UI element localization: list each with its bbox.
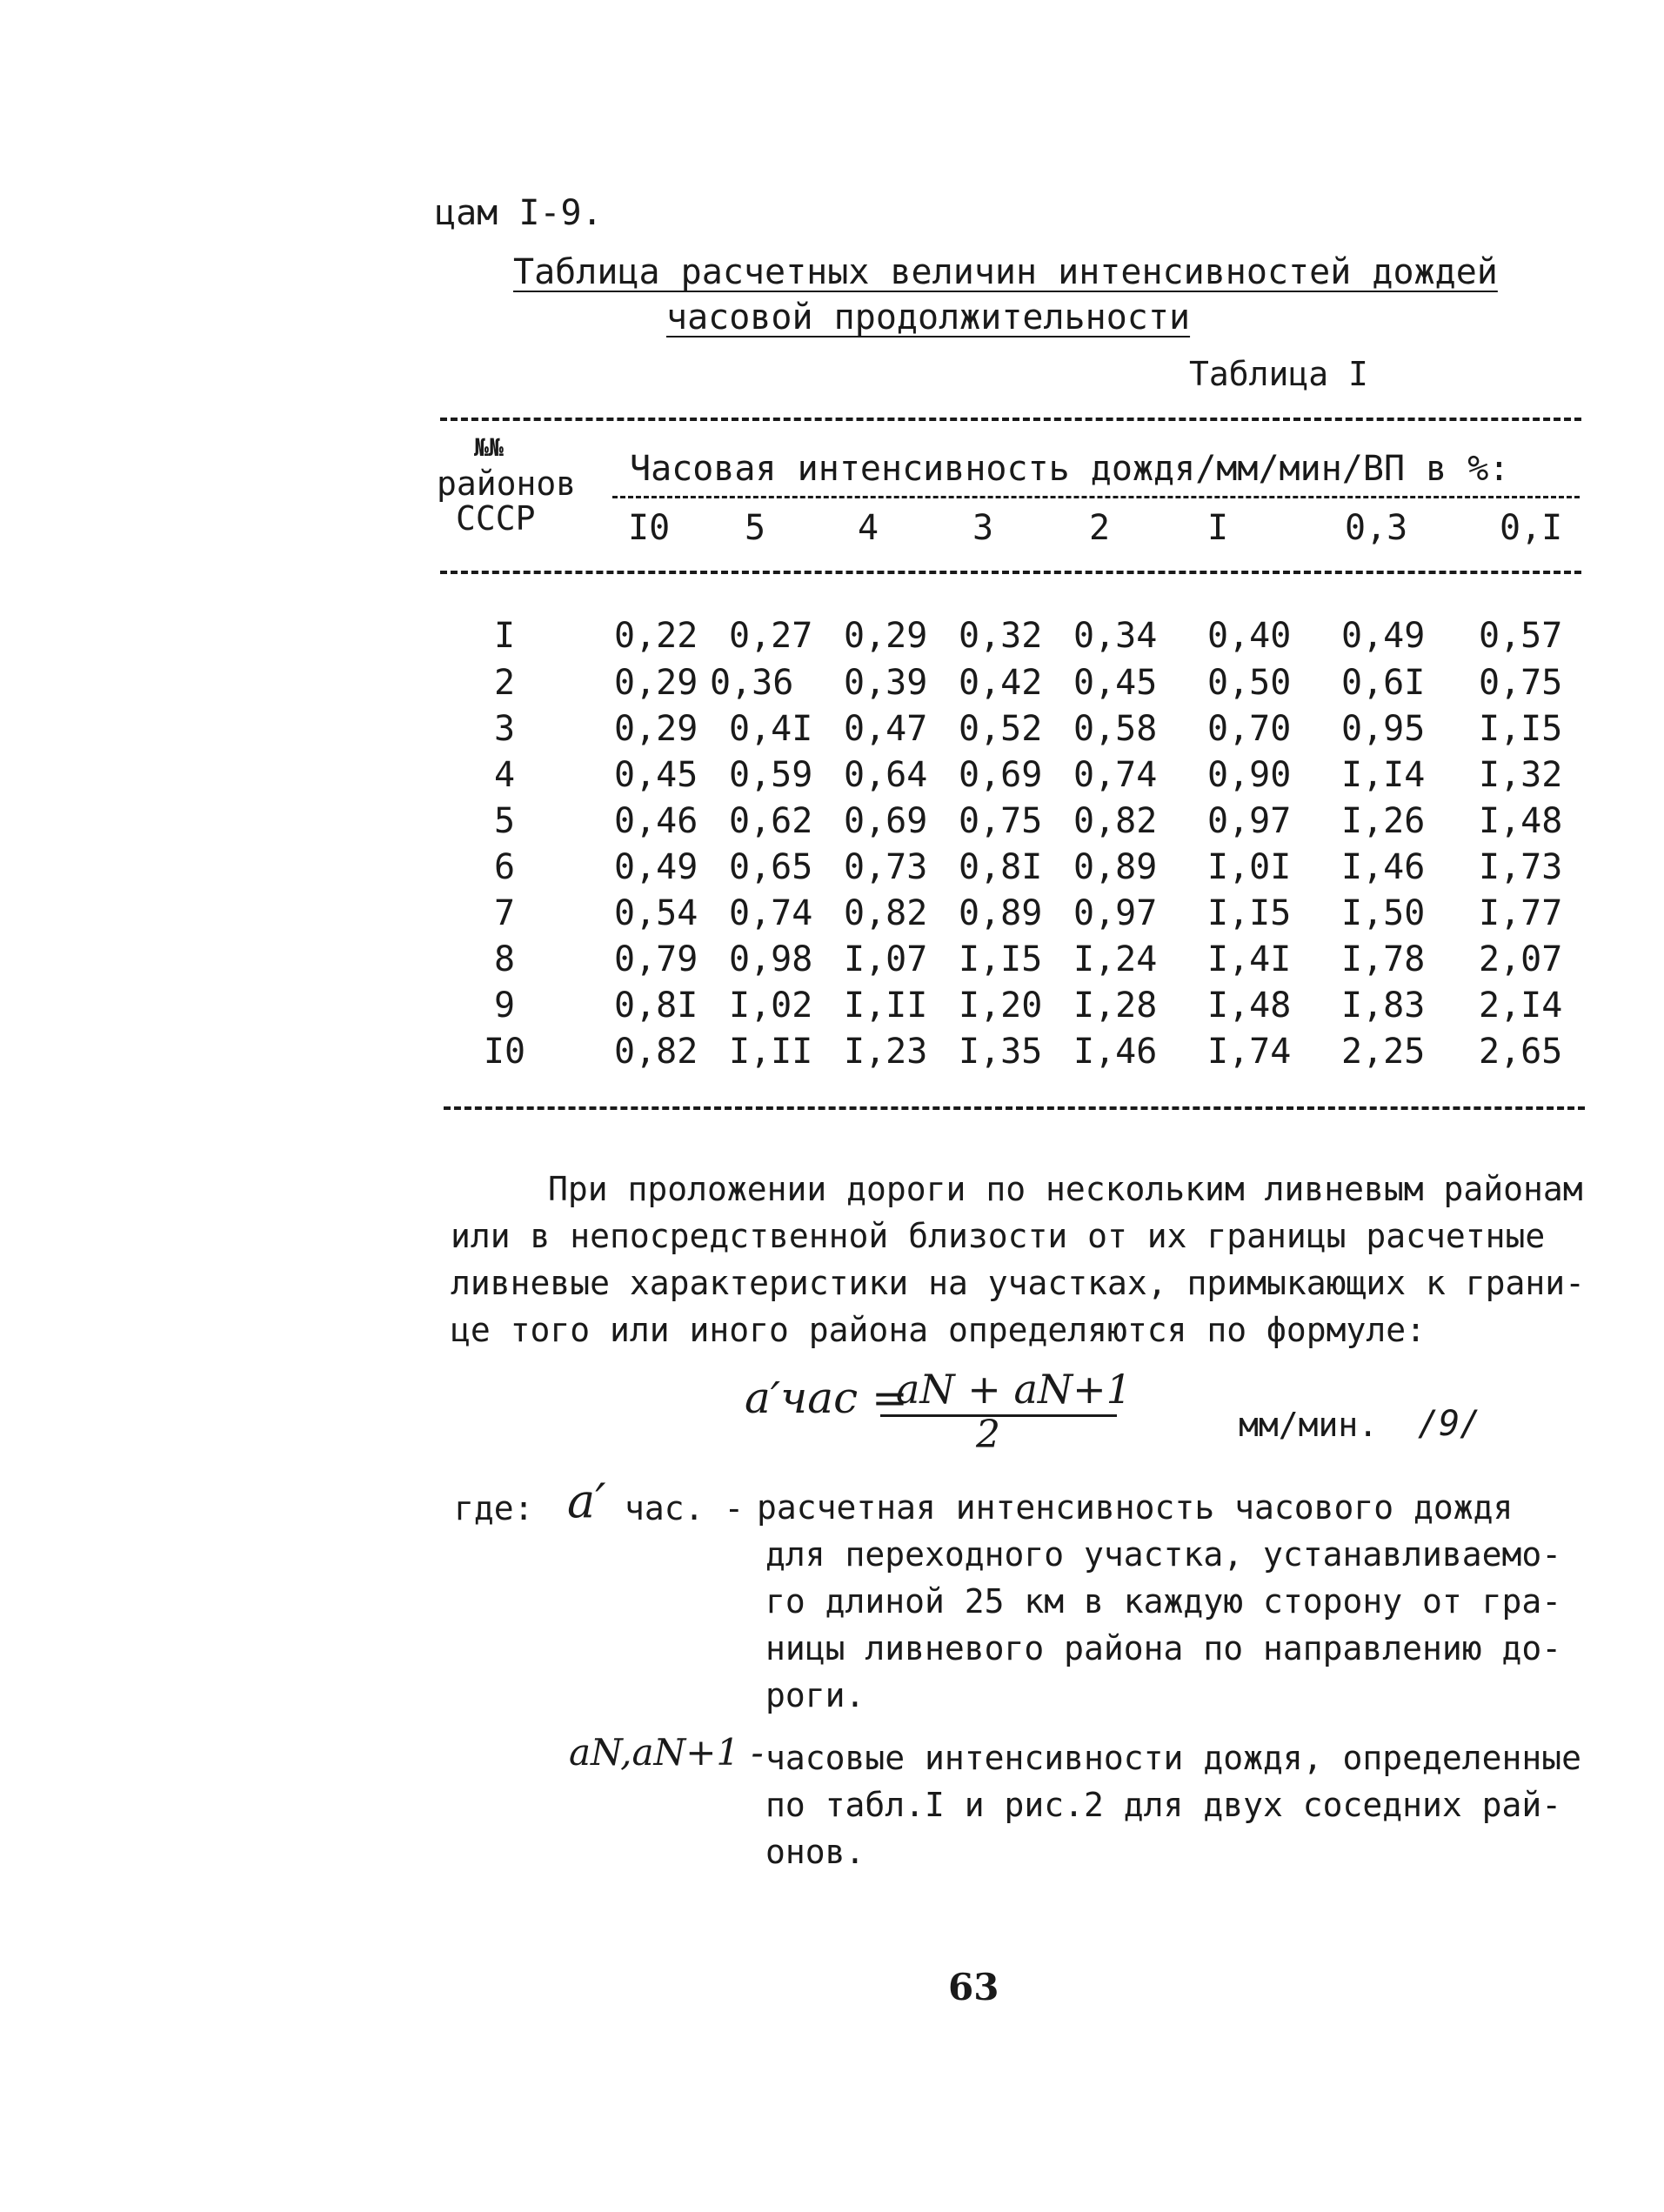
table-cell: I,II	[729, 1032, 813, 1072]
table-cell: 0,8I	[614, 986, 698, 1026]
table-header-rule	[440, 571, 1581, 574]
table-cell: I,I4	[1341, 755, 1426, 795]
legend-line: для переходного участка, устанавливаемо-	[765, 1535, 1562, 1574]
table-cell: 0,52	[959, 709, 1043, 749]
table-cell: I,28	[1073, 986, 1158, 1026]
col0-header-regions: районов	[437, 464, 577, 503]
table-cell: 0,58	[1073, 709, 1158, 749]
table-bottom-rule	[444, 1106, 1585, 1110]
table-cell: I,78	[1341, 939, 1426, 979]
row-region: I0	[483, 1032, 526, 1072]
table-cell: 0,75	[959, 801, 1043, 841]
table-cell: 0,69	[844, 801, 928, 841]
table-cell: 0,40	[1207, 616, 1292, 656]
legend-line: по табл.I и рис.2 для двух соседних рай-	[765, 1786, 1562, 1824]
table-cell: 0,45	[614, 755, 698, 795]
table-cell: 0,29	[844, 616, 928, 656]
row-region: 4	[493, 755, 516, 795]
table-cell: 0,97	[1207, 801, 1292, 841]
col-header-10: I0	[628, 508, 671, 548]
col-header-0-1: 0,I	[1500, 508, 1563, 548]
legend-line: часовые интенсивности дождя, определенные	[765, 1739, 1581, 1777]
row-region: 5	[493, 801, 516, 841]
paragraph-line: це того или иного района определяются по формуле:	[451, 1311, 1427, 1349]
table-cell: I,50	[1341, 893, 1426, 933]
table-title-line2: часовой продолжительности	[666, 297, 1191, 337]
table-cell: I,46	[1341, 847, 1426, 887]
legend-line: расчетная интенсивность часового дождя	[757, 1488, 1514, 1527]
formula-units: мм/мин.	[1239, 1406, 1379, 1444]
table-cell: I,83	[1341, 986, 1426, 1026]
row-region: 8	[493, 939, 516, 979]
table-cell: 0,6I	[1341, 663, 1426, 703]
col-header-1: I	[1207, 508, 1229, 548]
table-cell: 0,75	[1479, 663, 1563, 703]
legend-line: роги.	[765, 1676, 865, 1714]
table-cell: 0,90	[1207, 755, 1292, 795]
col0-header-numbers: №№	[474, 433, 504, 462]
table-cell: 2,65	[1479, 1032, 1563, 1072]
table-cell: 0,46	[614, 801, 698, 841]
table-cell: 0,82	[614, 1032, 698, 1072]
table-cell: 0,59	[729, 755, 813, 795]
row-region: 7	[493, 893, 516, 933]
row-region: 6	[493, 847, 516, 887]
table-cell: 0,65	[729, 847, 813, 887]
table-cell: I,02	[729, 986, 813, 1026]
table-top-rule	[440, 418, 1581, 421]
paragraph-line: ливневые характеристики на участках, примыкающих к грани-	[451, 1264, 1586, 1302]
table-cell: 0,50	[1207, 663, 1292, 703]
table-cell: 0,4I	[729, 709, 813, 749]
table-cell: I,4I	[1207, 939, 1292, 979]
col0-header-ussr: СССР	[456, 499, 536, 538]
table-cell: 0,89	[959, 893, 1043, 933]
table-cell: 0,47	[844, 709, 928, 749]
formula-denominator: 2	[976, 1413, 1000, 1457]
table-cell: I,I5	[1207, 893, 1292, 933]
table-cell: I,0I	[1207, 847, 1292, 887]
table-cell: 0,64	[844, 755, 928, 795]
table-cell: 0,27	[729, 616, 813, 656]
legend-where: где:	[454, 1489, 534, 1527]
table-cell: I,74	[1207, 1032, 1292, 1072]
row-region: 9	[493, 986, 516, 1026]
table-cell: 0,97	[1073, 893, 1158, 933]
table-label: Таблица I	[1189, 355, 1368, 393]
formula-lhs: a′час =	[745, 1373, 908, 1423]
table-cell: 0,49	[614, 847, 698, 887]
table-cell: 0,82	[844, 893, 928, 933]
table-cell: I,I5	[959, 939, 1043, 979]
table-cell: I,I5	[1479, 709, 1563, 749]
table-cell: 0,74	[1073, 755, 1158, 795]
table-cell: I,24	[1073, 939, 1158, 979]
continuation-label: цам I-9.	[435, 193, 603, 233]
table-cell: 0,95	[1341, 709, 1426, 749]
table-cell: I,46	[1073, 1032, 1158, 1072]
legend-line: го длиной 25 км в каждую сторону от гра-	[765, 1582, 1562, 1621]
table-cell: 2,I4	[1479, 986, 1563, 1026]
col-header-5: 5	[745, 508, 766, 548]
paragraph-line: или в непосредственной близости от их границы расчетные	[451, 1217, 1546, 1255]
table-cell: 0,54	[614, 893, 698, 933]
table-cell: 0,32	[959, 616, 1043, 656]
table-cell: I,23	[844, 1032, 928, 1072]
col-header-0-3: 0,3	[1345, 508, 1408, 548]
table-cell: 0,79	[614, 939, 698, 979]
legend-symbol-suffix: час. -	[625, 1489, 745, 1527]
row-region: 3	[493, 709, 516, 749]
row-region: I	[493, 616, 516, 656]
paragraph-line: При проложении дороги по нескольким ливневым районам	[548, 1170, 1583, 1208]
table-cell: I,35	[959, 1032, 1043, 1072]
col-header-4: 4	[858, 508, 879, 548]
legend-symbol-aN: aN,aN+1 -	[569, 1731, 764, 1774]
table-cell: 0,49	[1341, 616, 1426, 656]
table-cell: 0,39	[844, 663, 928, 703]
row-region: 2	[493, 663, 516, 703]
table-cell: I,07	[844, 939, 928, 979]
legend-symbol-a-prime: a′	[567, 1474, 606, 1528]
table-cell: I,II	[844, 986, 928, 1026]
table-cell: I,32	[1479, 755, 1563, 795]
table-cell: 0,34	[1073, 616, 1158, 656]
table-cell: 0,69	[959, 755, 1043, 795]
table-cell: 0,89	[1073, 847, 1158, 887]
table-cell: I,73	[1479, 847, 1563, 887]
table-cell: 0,62	[729, 801, 813, 841]
group-header: Часовая интенсивность дождя/мм/мин/ВП в %:	[630, 449, 1510, 489]
table-cell: 0,73	[844, 847, 928, 887]
table-cell: I,48	[1207, 986, 1292, 1026]
table-cell: I,48	[1479, 801, 1563, 841]
table-cell: 0,42	[959, 663, 1043, 703]
table-cell: 0,98	[729, 939, 813, 979]
table-cell: 0,22	[614, 616, 698, 656]
table-cell: 0,82	[1073, 801, 1158, 841]
table-cell: I,20	[959, 986, 1043, 1026]
table-cell: 0,70	[1207, 709, 1292, 749]
table-cell: 2,07	[1479, 939, 1563, 979]
table-cell: 0,74	[729, 893, 813, 933]
group-header-rule	[612, 496, 1580, 498]
table-cell: 0,57	[1479, 616, 1563, 656]
table-cell: 2,25	[1341, 1032, 1426, 1072]
table-cell: 0,45	[1073, 663, 1158, 703]
col-header-3: 3	[972, 508, 994, 548]
page-number: 63	[948, 1966, 999, 2008]
table-cell: I,77	[1479, 893, 1563, 933]
formula-number: /9/	[1418, 1404, 1481, 1444]
table-cell: 0,36	[710, 663, 794, 703]
legend-line: ницы ливневого района по направлению до-	[765, 1629, 1562, 1667]
table-cell: I,26	[1341, 801, 1426, 841]
table-title-line1: Таблица расчетных величин интенсивностей дождей	[513, 252, 1498, 292]
col-header-2: 2	[1089, 508, 1111, 548]
table-cell: 0,29	[614, 709, 698, 749]
legend-line: онов.	[765, 1833, 865, 1871]
table-cell: 0,8I	[959, 847, 1043, 887]
table-cell: 0,29	[614, 663, 698, 703]
formula-numerator: aN + aN+1	[896, 1366, 1132, 1413]
